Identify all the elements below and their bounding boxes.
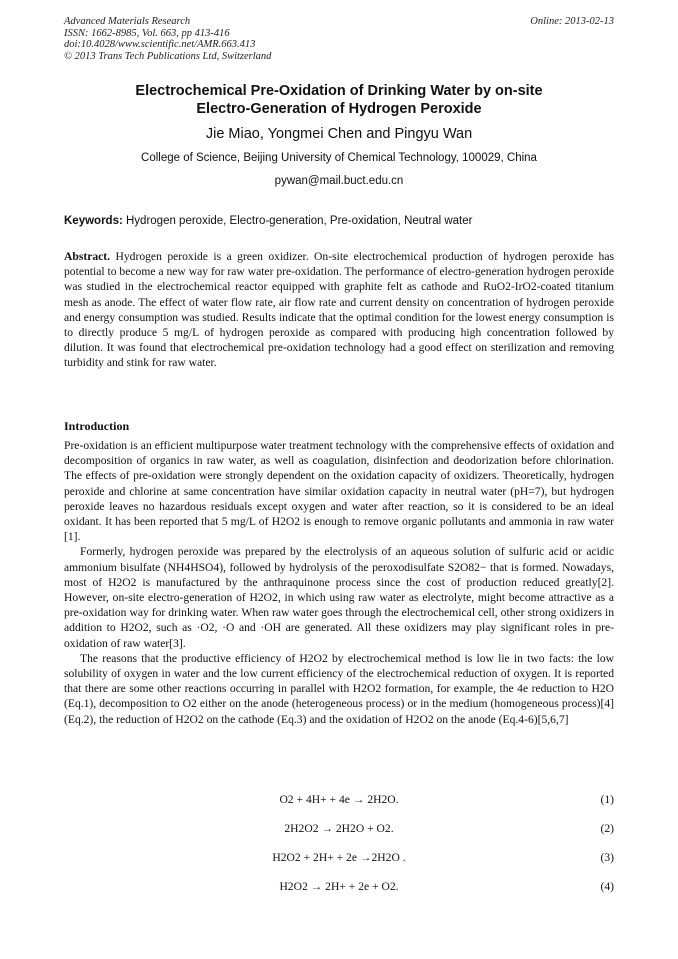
equation-1-expr: O2 + 4H+ + 4e → 2H2O.: [279, 793, 399, 806]
equation-1-number: (1): [600, 793, 614, 806]
issn-line: ISSN: 1662-8985, Vol. 663, pp 413-416: [64, 27, 230, 39]
equation-3-number: (3): [600, 851, 614, 864]
intro-paragraph-3: The reasons that the productive efficiency of H2O2 by electrochemical method is low lie in two facts: the low solubility of oxygen in water and the low current efficiency of the electrochemical reduction of oxygen. It is reported that there are some other reactions occurring in parallel with H2O2 formation, for example, the 4e reduction to H2O (Eq.1), decomposition to O2 either on the anode (heterogeneous process) or in the medium (homogeneous process)[4](Eq.2), the reduction of H2O2 on the cathode (Eq.3) and the oxidation of H2O2 on the anode (Eq.4-6)[5,6,7]: [64, 651, 614, 726]
journal-name: Advanced Materials Research: [64, 16, 191, 27]
equation-3-expr: H2O2 + 2H+ + 2e →2H2O .: [272, 851, 406, 864]
abstract: [64, 249, 614, 371]
affiliation: College of Science, Beijing University of Chemical Technology, 100029, China: [141, 152, 537, 164]
introduction-heading: Introduction: [64, 419, 130, 433]
doi-line: doi:10.4028/www.scientific.net/AMR.663.413: [64, 39, 256, 50]
intro-paragraph-2: Formerly, hydrogen peroxide was prepared by the electrolysis of an aqueous solution of sulfuric acid or acidic ammonium bisulfate (NH4HSO4), followed by hydrolysis of the peroxodisulfate S2O82− that is formed. Nowadays, most of H2O2 is manufactured by the anthraquinone process since the cost of production reduced greatly[2]. However, on-site electro-generation of H2O2, in which using raw water as electrolyte, might become attractive as a pre-oxidation way for drinking water. When raw water goes through the electrochemical cell, other strong oxidizers in addition to H2O2, such as ·O2, ·O and ·OH are generated. All these oxidizers may play significant roles in pre-oxidation of raw water[3].: [64, 545, 614, 650]
title-line-2: Electro-Generation of Hydrogen Peroxide: [196, 101, 482, 117]
paper-title: [64, 82, 614, 118]
copyright-line: © 2013 Trans Tech Publications Ltd, Switzerland: [64, 50, 272, 62]
intro-paragraph-1: Pre-oxidation is an efficient multipurpose water treatment technology with the comprehensive effects of oxidation and decomposition of organics in raw water, as well as coagulation, disinfection and deodorization before chlorination. The effects of pre-oxidation were strongly dependent on the oxidation capacity of oxidizers. Theoretically, hydrogen peroxide and chlorine at same concentration have similar oxidation capacity in neutral water (pH=7), but hydrogen peroxide leaves no hazardous residuals except oxygen and water after reaction, so it is considered to be an ideal oxidant. It has been reported that 5 mg/L of H2O2 is enough to remove organic pollutants and ammonia in raw water [1].: [64, 439, 614, 544]
online-date: Online: 2013-02-13: [530, 16, 614, 27]
abstract-label: Abstract.: [64, 250, 111, 263]
journal-header: [64, 16, 271, 62]
equation-2-expr: 2H2O2 → 2H2O + O2.: [284, 822, 394, 835]
keywords-label: Keywords:: [64, 215, 123, 227]
equation-2-number: (2): [600, 822, 614, 835]
introduction-body: [64, 438, 614, 727]
authors: Jie Miao, Yongmei Chen and Pingyu Wan: [205, 126, 473, 142]
abstract-text: Hydrogen peroxide is a green oxidizer. On-site electrochemical production of hydrogen peroxide has potential to become a new way for raw water pre-oxidation. The performance of electro-generation hydrogen peroxide was studied in the electrochemical reactor equipped with graphite felt as cathode and RuO2-IrO2-coated titanium mesh as anode. The effect of water flow rate, air flow rate and current density on concentration of hydrogen peroxide and energy consumption was studied. Results indicate that the optimal condition for the lowest energy consumption is to directly produce 5 mg/L of hydrogen peroxide as compared with producing high concentration followed by dilution. It was found that electrochemical pre-oxidation technology had a good effect on sterilization and removing turbidity and stink for raw water.: [64, 250, 614, 370]
title-line-1: Electrochemical Pre-Oxidation of Drinking Water by on-site: [135, 83, 543, 99]
keywords-text: Hydrogen peroxide, Electro-generation, Pre-oxidation, Neutral water: [126, 215, 473, 227]
keywords: [64, 215, 614, 227]
equation-4-number: (4): [600, 880, 614, 893]
author-email[interactable]: pywan@mail.buct.edu.cn: [274, 175, 404, 187]
equation-4-expr: H2O2 → 2H+ + 2e + O2.: [279, 880, 399, 893]
